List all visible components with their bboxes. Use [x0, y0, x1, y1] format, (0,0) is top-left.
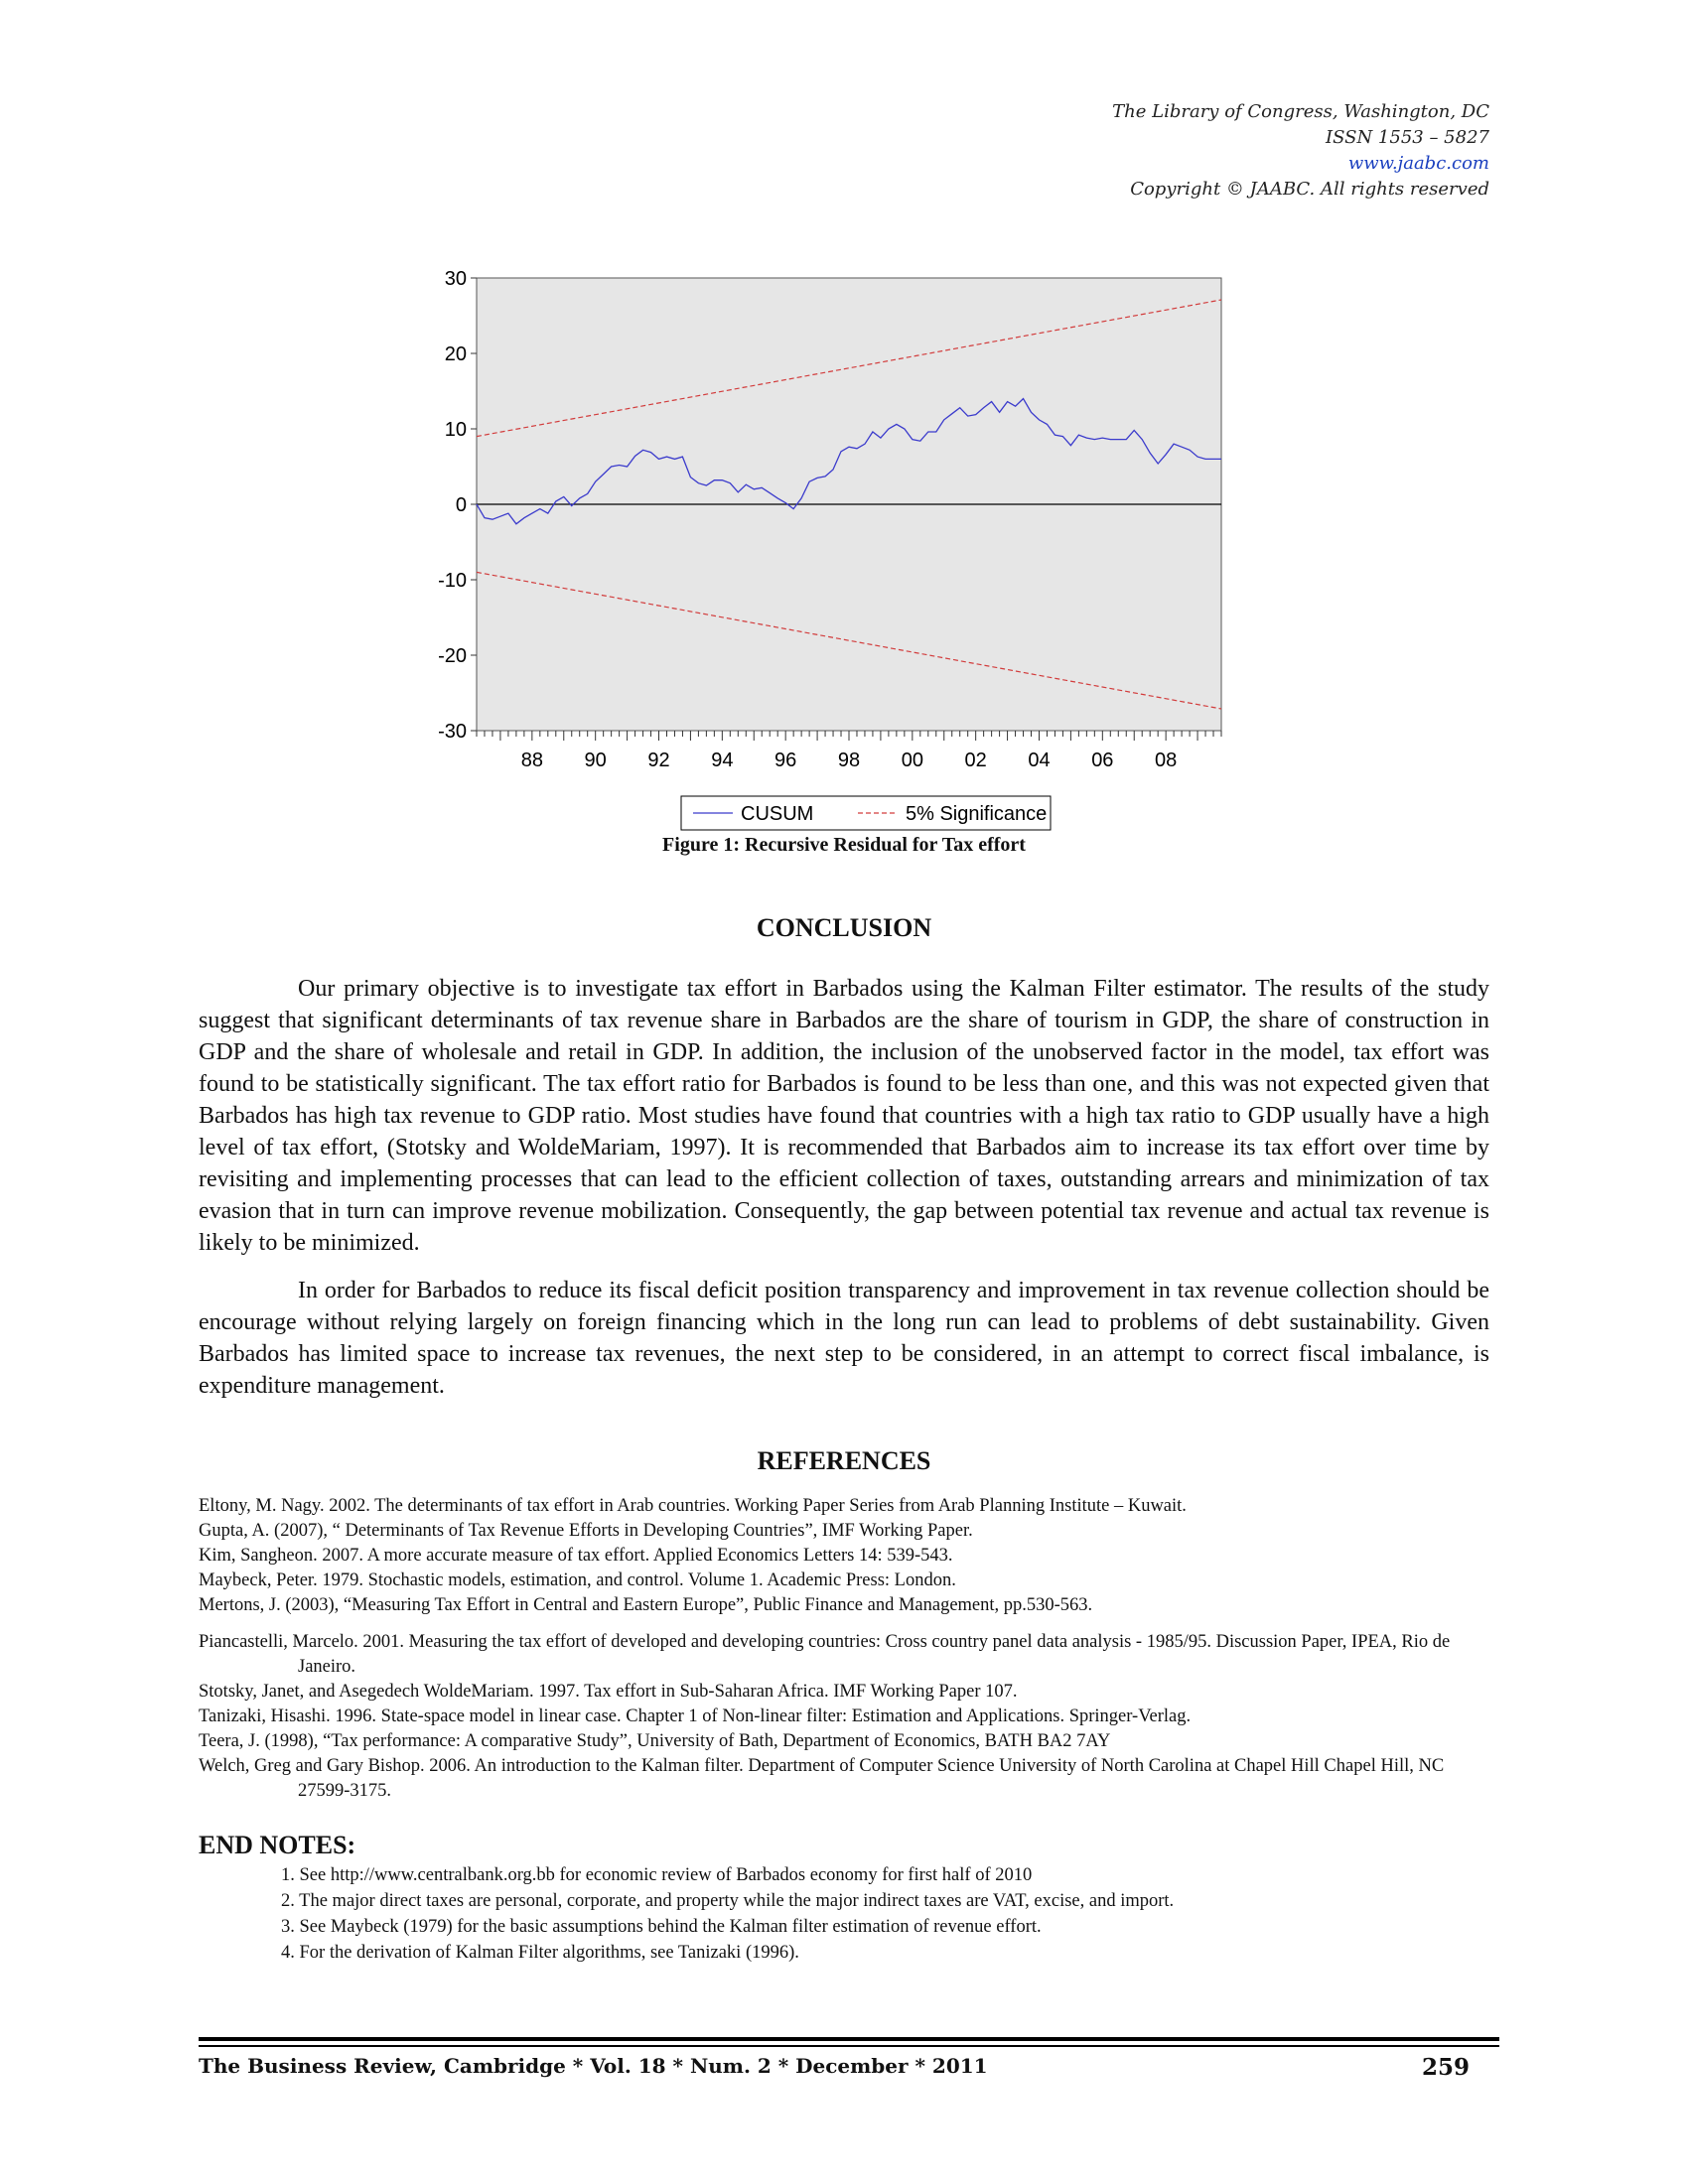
x-tick-label: 88: [520, 750, 543, 771]
x-tick-label: 08: [1155, 750, 1178, 771]
endnote-item: 2. The major direct taxes are personal, corporate, and property while the major indirect taxes are VAT, excise, and import.: [281, 1891, 1175, 1911]
y-tick-label: 10: [444, 419, 467, 441]
x-tick-label: 92: [647, 750, 670, 771]
x-tick-label: 04: [1028, 750, 1051, 771]
header-issn: ISSN 1553 – 5827: [1326, 127, 1489, 148]
reference-item: Mertons, J. (2003), “Measuring Tax Effort in Central and Eastern Europe”, Public Finance and Management, pp.530-563.: [199, 1595, 1093, 1615]
header-library: The Library of Congress, Washington, DC: [1112, 101, 1489, 122]
footer-journal: The Business Review, Cambridge * Vol. 18 * Num. 2 * December * 2011: [199, 2054, 988, 2078]
x-tick-label: 96: [774, 750, 797, 771]
cusum-chart-svg: [427, 260, 1251, 846]
reference-item: Piancastelli, Marcelo. 2001. Measuring the tax effort of developed and developing countries: Cross country panel data analysis - 1985/95. Discussion Paper, IPEA, Rio de Janeiro.: [199, 1632, 1451, 1677]
endnotes-list: [281, 1862, 1502, 1966]
reference-item: Tanizaki, Hisashi. 1996. State-space model in linear case. Chapter 1 of Non-linear filter: Estimation and Applications. Springer-Verlag.: [199, 1706, 1192, 1726]
reference-item: Welch, Greg and Gary Bishop. 2006. An introduction to the Kalman filter. Department of Computer Science University of North Carolina at Chapel Hill Chapel Hill, NC 27599-3175.: [199, 1756, 1445, 1801]
y-tick-label: -10: [438, 570, 467, 592]
endnote-item: 3. See Maybeck (1979) for the basic assumptions behind the Kalman filter estimation of revenue effort.: [281, 1917, 1042, 1937]
reference-item: Eltony, M. Nagy. 2002. The determinants of tax effort in Arab countries. Working Paper Series from Arab Planning Institute – Kuwait.: [199, 1496, 1187, 1516]
endnote-item: 4. For the derivation of Kalman Filter algorithms, see Tanizaki (1996).: [281, 1943, 799, 1963]
x-tick-label: 98: [837, 750, 861, 771]
figure-caption: Figure 1: Recursive Residual for Tax effort: [662, 834, 1026, 856]
x-tick-label: 02: [964, 750, 987, 771]
legend: [681, 796, 1051, 830]
references-heading: REFERENCES: [757, 1446, 931, 1475]
conclusion-body: [199, 973, 1489, 1418]
footer-rule-thick: [199, 2037, 1499, 2041]
x-tick-label: 94: [711, 750, 734, 771]
reference-item: Kim, Sangheon. 2007. A more accurate measure of tax effort. Applied Economics Letters 14: 539-543.: [199, 1546, 953, 1566]
conclusion-paragraph-2: In order for Barbados to reduce its fiscal deficit position transparency and improvement in tax revenue collection should be encourage without relying largely on foreign financing which in the long run can lead to problems of debt sustainability. Given Barbados has limited space to increase tax revenues, the next step to be considered, in an attempt to correct fiscal imbalance, is expenditure management.: [199, 1278, 1489, 1399]
legend-label-cusum: CUSUM: [741, 803, 814, 825]
header-copyright: Copyright © JAABC. All rights reserved: [1130, 179, 1489, 200]
reference-item: Teera, J. (1998), “Tax performance: A comparative Study”, University of Bath, Department of Economics, BATH BA2 7AY: [199, 1731, 1111, 1751]
page-number: 259: [1421, 2054, 1470, 2081]
legend-label-significance: 5% Significance: [906, 803, 1048, 825]
conclusion-paragraph-1: Our primary objective is to investigate tax effort in Barbados using the Kalman Filter estimator. The results of the study suggest that significant determinants of tax revenue share in Barbados are the share of tourism in GDP, the share of construction in GDP and the share of wholesale and retail in GDP. In addition, the inclusion of the unobserved factor in the model, tax effort was found to be statistically significant. The tax effort ratio for Barbados is found to be less than one, and this was not expected given that Barbados has high tax revenue to GDP ratio. Most studies have found that countries with a high tax ratio to GDP usually have a high level of tax effort, (Stotsky and WoldeMariam, 1997). It is recommended that Barbados aim to increase its tax effort over time by revisiting and implementing processes that can lead to the efficient collection of taxes, outstanding arrears and minimization of tax evasion that in turn can improve revenue mobilization. Consequently, the gap between potential tax revenue and actual tax revenue is likely to be minimized.: [199, 976, 1489, 1256]
header-url[interactable]: www.jaabc.com: [1347, 153, 1489, 174]
endnotes-heading: END NOTES:: [199, 1831, 356, 1859]
reference-item: Gupta, A. (2007), “ Determinants of Tax Revenue Efforts in Developing Countries”, IMF Working Paper.: [199, 1521, 973, 1541]
x-axis: [477, 731, 1221, 771]
y-tick-label: -20: [438, 645, 467, 667]
reference-item: Maybeck, Peter. 1979. Stochastic models, estimation, and control. Volume 1. Academic Press: London.: [199, 1570, 956, 1590]
page-header: [1112, 99, 1489, 203]
endnote-item: 1. See http://www.centralbank.org.bb for economic review of Barbados economy for first half of 2010: [281, 1865, 1033, 1885]
conclusion-heading: CONCLUSION: [756, 913, 932, 942]
x-tick-label: 06: [1091, 750, 1114, 771]
y-axis: [438, 268, 477, 743]
references-list: [199, 1494, 1489, 1804]
reference-item: Stotsky, Janet, and Asegedech WoldeMariam. 1997. Tax effort in Sub-Saharan Africa. IMF Working Paper 107.: [199, 1682, 1018, 1702]
y-tick-label: 20: [444, 343, 467, 365]
x-tick-label: 00: [901, 750, 923, 771]
footer-rule-thin: [199, 2045, 1499, 2047]
y-tick-label: -30: [438, 721, 467, 743]
x-tick-label: 90: [584, 750, 607, 771]
cusum-chart: [427, 260, 1251, 846]
y-tick-label: 30: [444, 268, 467, 290]
y-tick-label: 0: [455, 494, 467, 516]
